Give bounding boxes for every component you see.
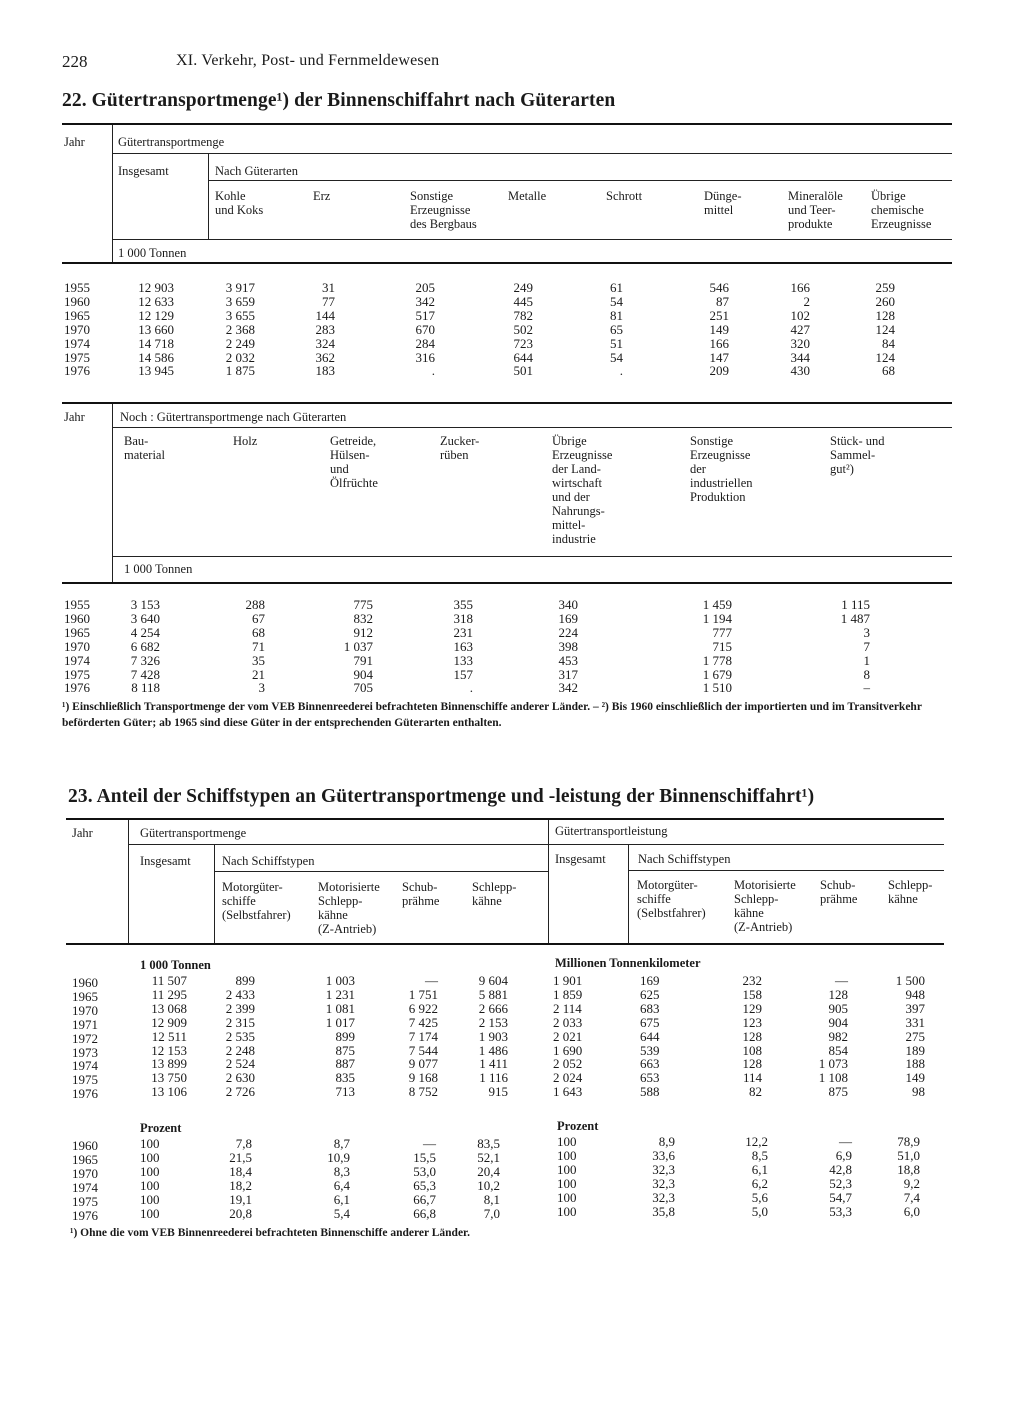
values-leistung-schubpraehme: — 128 905 904 982 854 1 073 1 108 875 — [818, 973, 848, 1100]
rule — [62, 582, 952, 584]
rule — [112, 427, 952, 428]
header-getreide: Getreide, Hülsen- und Ölfrüchte — [330, 434, 378, 490]
header-insgesamt: Insgesamt — [118, 164, 169, 178]
divider — [208, 153, 209, 239]
header-jahr: Jahr — [72, 826, 93, 840]
unit-prozent: Prozent — [140, 1121, 182, 1135]
table-22-title: 22. Gütertransportmenge¹) der Binnenschiffahrt nach Güterarten — [62, 90, 616, 111]
rule — [62, 123, 952, 125]
header-metalle: Metalle — [508, 189, 547, 203]
header-motorgueterschiffe: Motorgüter- schiffe (Selbstfahrer) — [222, 880, 291, 922]
values-duengemittel: 546 87 251 149 166 147 209 — [709, 280, 729, 379]
divider — [548, 820, 549, 943]
values-mineraloele: 166 2 102 427 320 344 430 — [790, 280, 810, 379]
header-chemische: Übrige chemische Erzeugnisse — [871, 189, 932, 231]
rule — [112, 239, 952, 240]
rule — [128, 844, 944, 845]
rule — [208, 180, 952, 181]
rule — [62, 402, 952, 404]
values-menge-insgesamt: 11 507 11 295 13 068 12 909 12 511 12 153 13 899 13 750 13 106 — [151, 973, 187, 1100]
rule — [112, 153, 952, 154]
values-industrie: 1 459 1 194 777 715 1 778 1 679 1 510 — [702, 597, 732, 696]
rule — [66, 943, 944, 945]
pct-menge-motorgueterschiffe: 7,8 21,5 18,4 18,2 19,1 20,8 — [229, 1136, 252, 1221]
divider — [628, 844, 629, 943]
header-baumaterial: Bau- material — [124, 434, 165, 462]
unit-label: 1 000 Tonnen — [118, 246, 187, 260]
values-menge-schleppkaehne: 9 604 5 881 2 666 2 153 1 903 1 486 1 411 1 116 915 — [478, 973, 508, 1100]
header-sonstige-bergbau: Sonstige Erzeugnisse des Bergbaus — [410, 189, 477, 231]
header-schleppkaehne-leistung: Schlepp- kähne — [888, 878, 933, 906]
years-column: 1960 1965 1970 1974 1975 1976 — [72, 1138, 98, 1223]
header-motorisierte-schleppkaehne-leistung: Motorisierte Schlepp- kähne (Z-Antrieb) — [734, 878, 796, 934]
header-erz: Erz — [313, 189, 331, 203]
pct-menge-insgesamt: 100 100 100 100 100 100 — [140, 1136, 160, 1221]
header-mineraloele: Mineralöle und Teer- produkte — [788, 189, 843, 231]
header-zuckerrueben: Zucker- rüben — [440, 434, 480, 462]
header-nach-schiffstypen: Nach Schiffstypen — [222, 854, 315, 868]
header-industrie: Sonstige Erzeugnisse der industriellen Produktion — [690, 434, 753, 504]
header-jahr: Jahr — [64, 410, 85, 424]
pct-leistung-schubpraehme: — 6,9 42,8 52,3 54,7 53,3 — [829, 1134, 852, 1219]
values-menge-motorisierte: 1 003 1 231 1 081 1 017 899 875 887 835 713 — [325, 973, 355, 1100]
values-menge-motorgueterschiffe: 899 2 433 2 399 2 315 2 535 2 248 2 524 2 630 2 726 — [225, 973, 255, 1100]
values-leistung-motorgueterschiffe: 169 625 683 675 644 539 663 653 588 — [640, 973, 660, 1100]
values-chemische: 259 260 128 124 84 124 68 — [875, 280, 895, 379]
rule — [628, 870, 944, 871]
header-insgesamt: Insgesamt — [140, 854, 191, 868]
header-schleppkaehne: Schlepp- kähne — [472, 880, 517, 908]
header-guetertransportmenge: Gütertransportmenge — [140, 826, 247, 840]
unit-label: 1 000 Tonnen — [124, 562, 193, 576]
table-23-footnote: ¹) Ohne die vom VEB Binnenreederei befrachteten Binnenschiffe anderer Länder. — [70, 1227, 470, 1239]
header-landwirtschaft: Übrige Erzeugnisse der Land- wirtschaft und der Nahrungs- mittel- industrie — [552, 434, 613, 546]
pct-menge-schleppkaehne: 83,5 52,1 20,4 10,2 8,1 7,0 — [477, 1136, 500, 1221]
values-metalle: 249 445 782 502 723 644 501 — [513, 280, 533, 379]
header-duengemittel: Dünge- mittel — [704, 189, 742, 217]
values-leistung-insgesamt: 1 901 1 859 2 114 2 033 2 021 1 690 2 052 2 024 1 643 — [553, 973, 583, 1100]
values-menge-schubpraehme: — 1 751 6 922 7 425 7 174 7 544 9 077 9 168 8 752 — [408, 973, 438, 1100]
header-holz: Holz — [233, 434, 258, 448]
table-22-footnote: ¹) Einschließlich Transportmenge der vom VEB Binnenreederei befrachteten Binnenschiffe anderer Länder. – ²) Bis 1960 einschließlich der importierten und im Transitverkehr beförderten Güter; ab 1965 sind diese Güter in der entsprechenden Güterarten enthalten. — [62, 701, 922, 729]
rule — [214, 871, 548, 872]
rule — [66, 818, 944, 820]
header-schrott: Schrott — [606, 189, 643, 203]
values-stueckgut: 1 115 1 487 3 7 1 8 – — [840, 597, 870, 696]
divider — [128, 820, 129, 943]
header-jahr: Jahr — [64, 135, 85, 149]
unit-tonnenkilometer: Millionen Tonnenkilometer — [555, 956, 701, 970]
header-stueckgut: Stück- und Sammel- gut²) — [830, 434, 885, 476]
years-column: 1960 1965 1970 1971 1972 1973 1974 1975 1976 — [72, 975, 98, 1102]
values-kohle-koks: 3 917 3 659 3 655 2 368 2 249 2 032 1 875 — [225, 280, 255, 379]
header-schubpraehme: Schub- prähme — [402, 880, 440, 908]
pct-menge-motorisierte: 8,7 10,9 8,3 6,4 6,1 5,4 — [327, 1136, 350, 1221]
values-insgesamt: 12 903 12 633 12 129 13 660 14 718 14 586 13 945 — [138, 280, 174, 379]
values-zuckerrueben: 355 318 231 163 133 157 . — [453, 597, 473, 696]
header-insgesamt-leistung: Insgesamt — [555, 852, 606, 866]
values-holz: 288 67 68 71 35 21 3 — [245, 597, 265, 696]
header-motorisierte-schleppkaehne: Motorisierte Schlepp- kähne (Z-Antrieb) — [318, 880, 380, 936]
pct-leistung-motorisierte: 12,2 8,5 6,1 6,2 5,6 5,0 — [745, 1134, 768, 1219]
divider — [214, 844, 215, 943]
values-getreide: 775 832 912 1 037 791 904 705 — [343, 597, 373, 696]
header-motorgueterschiffe-leistung: Motorgüter- schiffe (Selbstfahrer) — [637, 878, 706, 920]
rule — [112, 556, 952, 557]
years-column: 1955 1960 1965 1970 1974 1975 1976 — [64, 597, 90, 696]
divider — [112, 125, 113, 262]
values-erz: 31 77 144 283 324 362 183 — [315, 280, 335, 379]
years-column: 1955 1960 1965 1970 1974 1975 1976 — [64, 280, 90, 379]
values-landwirtschaft: 340 169 224 398 453 317 342 — [558, 597, 578, 696]
values-leistung-schleppkaehne: 1 500 948 397 331 275 189 188 149 98 — [895, 973, 925, 1100]
table-23-title: 23. Anteil der Schiffstypen an Gütertransportmenge und -leistung der Binnenschiffahrt¹) — [68, 786, 815, 807]
header-nach-gueterarten: Nach Güterarten — [215, 164, 298, 178]
header-schubpraehme-leistung: Schub- prähme — [820, 878, 858, 906]
pct-leistung-schleppkaehne: 78,9 51,0 18,8 9,2 7,4 6,0 — [897, 1134, 920, 1219]
running-head: XI. Verkehr, Post- und Fernmeldewesen — [176, 52, 440, 69]
values-baumaterial: 3 153 3 640 4 254 6 682 7 326 7 428 8 118 — [130, 597, 160, 696]
rule — [62, 262, 952, 264]
header-guetertransportleistung: Gütertransportleistung — [555, 824, 668, 838]
unit-prozent-leistung: Prozent — [557, 1119, 599, 1133]
header-noch-gueterarten: Noch : Gütertransportmenge nach Güterarten — [120, 410, 347, 424]
header-nach-schiffstypen-leistung: Nach Schiffstypen — [638, 852, 731, 866]
pct-menge-schubpraehme: — 15,5 53,0 65,3 66,7 66,8 — [413, 1136, 436, 1221]
header-kohle-koks: Kohle und Koks — [215, 189, 264, 217]
unit-tonnen: 1 000 Tonnen — [140, 958, 211, 972]
page-number: 228 — [62, 52, 88, 71]
values-schrott: 61 54 81 65 51 54 . — [610, 280, 623, 379]
pct-leistung-motorgueterschiffe: 8,9 33,6 32,3 32,3 32,3 35,8 — [652, 1134, 675, 1219]
values-sonstige-bergbau: 205 342 517 670 284 316 . — [415, 280, 435, 379]
pct-leistung-insgesamt: 100 100 100 100 100 100 — [557, 1134, 577, 1219]
header-guetertransportmenge: Gütertransportmenge — [118, 135, 225, 149]
values-leistung-motorisierte: 232 158 129 123 128 108 128 114 82 — [742, 973, 762, 1100]
